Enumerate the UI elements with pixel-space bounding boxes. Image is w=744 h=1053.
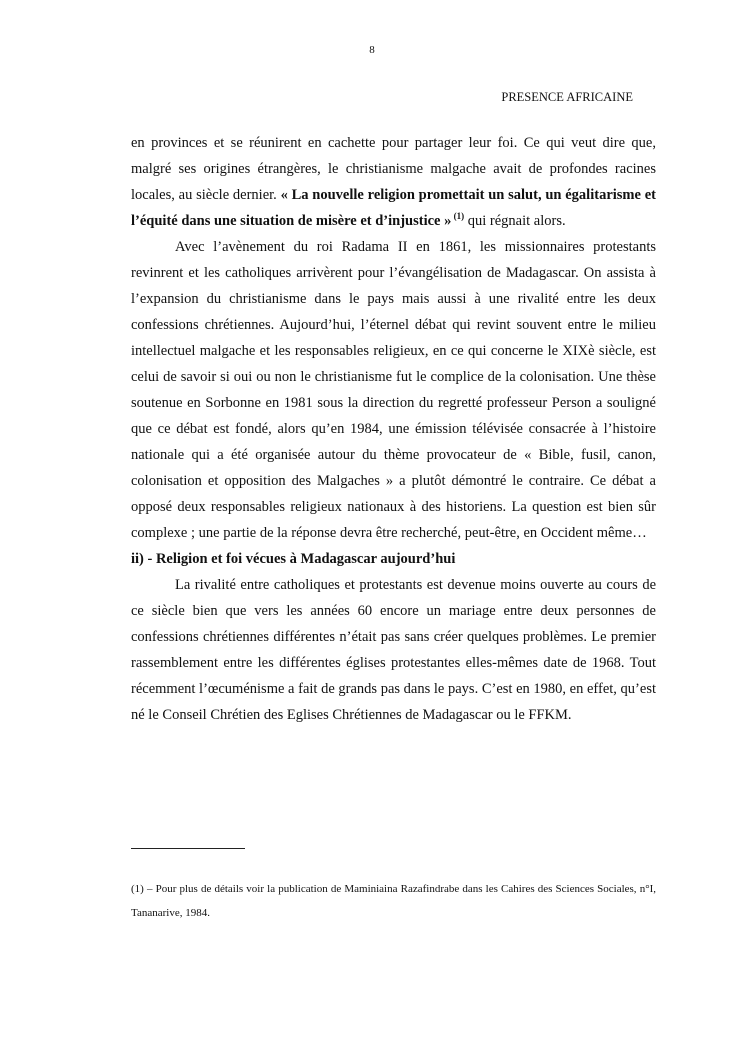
paragraph-1-text-start: en provinces et se réunirent en cachette pour partager leur foi. Ce qui veut dire que, malgré ses origines étrangères, le christianisme malgache avait de profondes racines locales, au siècle dernier. xyxy=(131,135,656,203)
running-header: PRESENCE AFRICAINE xyxy=(501,90,633,104)
paragraph-2: Avec l’avènement du roi Radama II en 1861, les missionnaires protestants revinrent et les catholiques arrivèrent pour l’évangélisation de Madagascar. On assista à l’expansion du christianisme dans le pays mais aussi à une rivalité entre les deux confessions chrétiennes. Aujourd’hui, l’éternel débat qui revint souvent entre le milieu intellectuel malgache et les responsables religieux, en ce qui concerne le XIXè siècle, est celui de savoir si oui ou non le christianisme fut le complice de la colonisation. Une thèse soutenue en Sorbonne en 1981 sous la direction du regretté professeur Person a souligné que ce débat est fondé, alors qu’en 1984, une émission télévisée consacrée à l’histoire nationale qui a été organisée autour du thème provocateur de « Bible, fusil, canon, colonisation et opposition des Malgaches » a plutôt démontré le contraire. Ce débat a opposé deux responsables religieux nationaux à des historiens. La question est bien sûr complexe ; une partie de la réponse devra être recherché, peut-être, en Occident même… xyxy=(131,239,656,541)
footnote-separator xyxy=(131,848,245,849)
footnote: (1) – Pour plus de détails voir la publication de Maminiaina Razafindrabe dans les Cahires des Sciences Sociales, n°I, Tananarive, 1984. xyxy=(131,883,656,919)
paragraph-3: La rivalité entre catholiques et protestants est devenue moins ouverte au cours de ce siècle bien que vers les années 60 encore un mariage entre deux personnes de confessions chrétiennes différentes n’était pas sans créer quelques problèmes. Le premier rassemblement entre les différentes églises protestantes elles-mêmes date de 1968. Tout récemment l’œcuménisme a fait de grands pas dans le pays. C’est en 1980, en effet, qu’est né le Conseil Chrétien des Eglises Chrétiennes de Madagascar ou le FFKM. xyxy=(131,577,656,723)
paragraph-1-quote: « La nouvelle religion promettait un salut, un égalitarisme et l’équité dans une situation de misère et d’injustice » xyxy=(131,187,656,229)
footnote-reference: (1) xyxy=(451,211,465,222)
paragraph-1-text-end: qui régnait alors. xyxy=(464,213,566,229)
paragraph-1 xyxy=(131,130,656,234)
main-text xyxy=(131,130,656,728)
page-number: 8 xyxy=(369,44,375,56)
section-heading: ii) - Religion et foi vécues à Madagascar aujourd’hui xyxy=(131,551,456,567)
